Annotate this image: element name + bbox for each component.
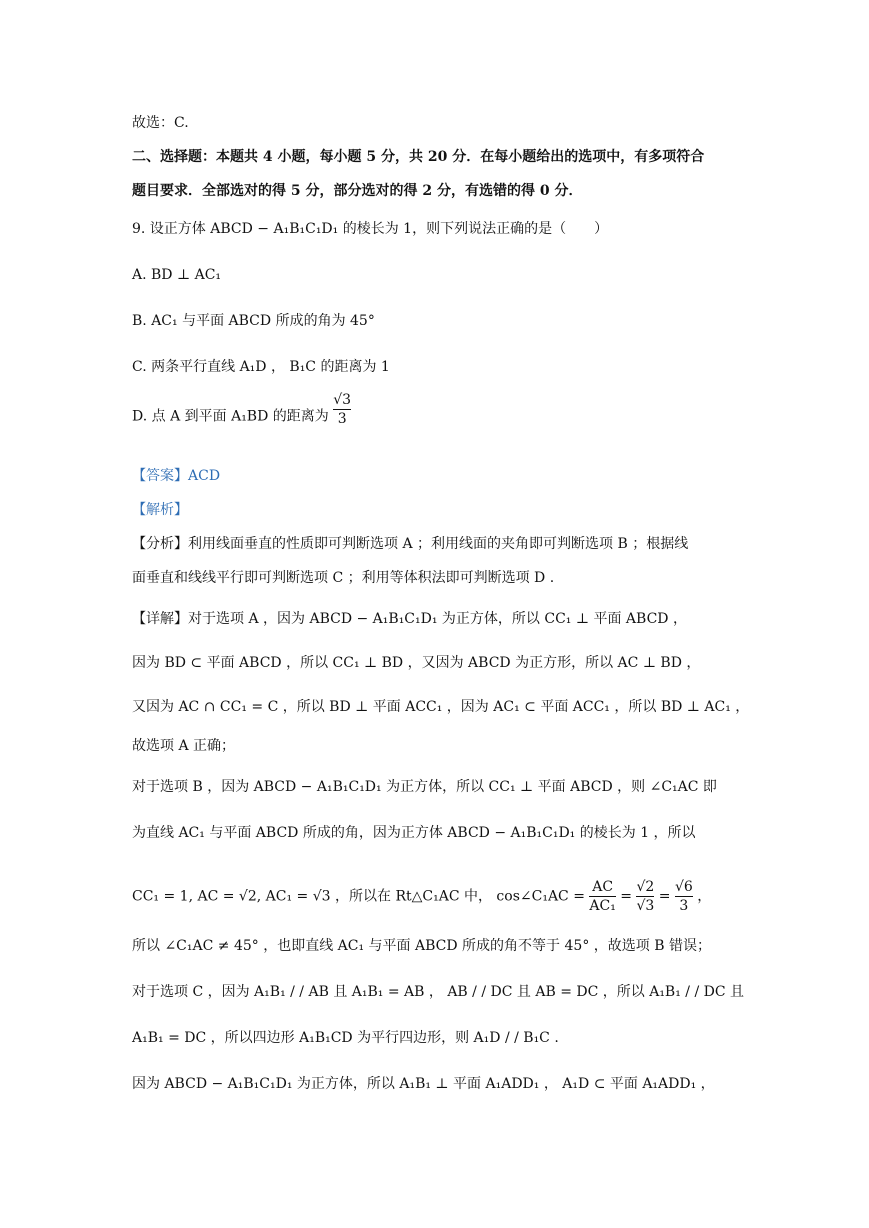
comma: ， [697, 888, 712, 905]
equals-sign: = [658, 888, 675, 905]
detail-line-2: 因为 BD ⊂ 平面 ABCD ，所以 CC₁ ⊥ BD ，又因为 ABCD 为正方形，所以 AC ⊥ BD ， [132, 655, 701, 671]
fraction-denominator: √3 [636, 898, 655, 914]
fraction-numerator: √2 [636, 879, 655, 895]
detail-line-1: 【详解】对于选项 A ，因为 ABCD − A₁B₁C₁D₁ 为正方体，所以 CC₁ ⊥ 平面 ABCD ， [132, 611, 687, 627]
detail-line-7 [132, 878, 711, 915]
cos-fraction-1 [589, 878, 615, 915]
answer-label: 【答案】ACD [132, 468, 221, 484]
fraction-denominator: AC₁ [589, 898, 616, 914]
analysis-label: 【解析】 [132, 502, 188, 518]
option-d-fraction [333, 391, 351, 428]
analysis-text-1: 【分析】利用线面垂直的性质即可判断选项 A ；利用线面的夹角即可判断选项 B ；根据线 [132, 536, 689, 552]
detail-line-10: A₁B₁ = DC ，所以四边形 A₁B₁CD 为平行四边形，则 A₁D / / B₁C . [132, 1030, 559, 1046]
fraction-numerator: AC [592, 879, 614, 895]
cos-fraction-2 [636, 878, 654, 915]
detail-line-3: 又因为 AC ∩ CC₁ = C ，所以 BD ⊥ 平面 ACC₁ ，因为 AC₁ ⊂ 平面 ACC₁ ，所以 BD ⊥ AC₁ ， [132, 699, 750, 715]
text-line: 故选：C. [132, 115, 189, 131]
fraction-denominator: 3 [337, 411, 347, 427]
detail-line-6: 为直线 AC₁ 与平面 ABCD 所成的角，因为正方体 ABCD − A₁B₁C₁D₁ 的棱长为 1 ，所以 [132, 825, 696, 841]
section-heading-cont: 题目要求．全部选对的得 5 分，部分选对的得 2 分，有选错的得 0 分． [132, 183, 583, 199]
question-9: 9. 设正方体 ABCD − A₁B₁C₁D₁ 的棱长为 1，则下列说法正确的是（ ） [132, 221, 609, 237]
cos-fraction-3 [675, 878, 693, 915]
fraction-numerator: √3 [333, 392, 352, 408]
option-d-text: D. 点 A 到平面 A₁BD 的距离为 [132, 408, 329, 425]
fraction-denominator: 3 [679, 898, 689, 914]
option-c: C. 两条平行直线 A₁D ， B₁C 的距离为 1 [132, 359, 390, 375]
detail-line-4: 故选项 A 正确； [132, 738, 236, 754]
detail-line-8: 所以 ∠C₁AC ≠ 45° ，也即直线 AC₁ 与平面 ABCD 所成的角不等于 45° ，故选项 B 错误； [132, 938, 711, 954]
fraction-numerator: √6 [674, 879, 693, 895]
equals-sign: = [620, 888, 637, 905]
detail-line-11: 因为 ABCD − A₁B₁C₁D₁ 为正方体，所以 A₁B₁ ⊥ 平面 A₁ADD₁ ， A₁D ⊂ 平面 A₁ADD₁ ， [132, 1076, 715, 1092]
cos-text: CC₁ = 1, AC = √2, AC₁ = √3 ，所以在 Rt△C₁AC 中， cos∠C₁AC = [132, 888, 585, 905]
analysis-text-2: 面垂直和线线平行即可判断选项 C ；利用等体积法即可判断选项 D . [132, 570, 555, 586]
option-a: A. BD ⊥ AC₁ [132, 267, 222, 283]
section-heading: 二、选择题：本题共 4 小题，每小题 5 分，共 20 分．在每小题给出的选项中，有多项符合 [132, 149, 705, 165]
option-d [132, 392, 352, 428]
option-b: B. AC₁ 与平面 ABCD 所成的角为 45° [132, 313, 375, 329]
detail-line-5: 对于选项 B ，因为 ABCD − A₁B₁C₁D₁ 为正方体，所以 CC₁ ⊥ 平面 ABCD ，则 ∠C₁AC 即 [132, 779, 717, 795]
detail-line-9: 对于选项 C ，因为 A₁B₁ / / AB 且 A₁B₁ = AB ， AB / / DC 且 AB = DC ，所以 A₁B₁ / / DC 且 [132, 984, 745, 1000]
